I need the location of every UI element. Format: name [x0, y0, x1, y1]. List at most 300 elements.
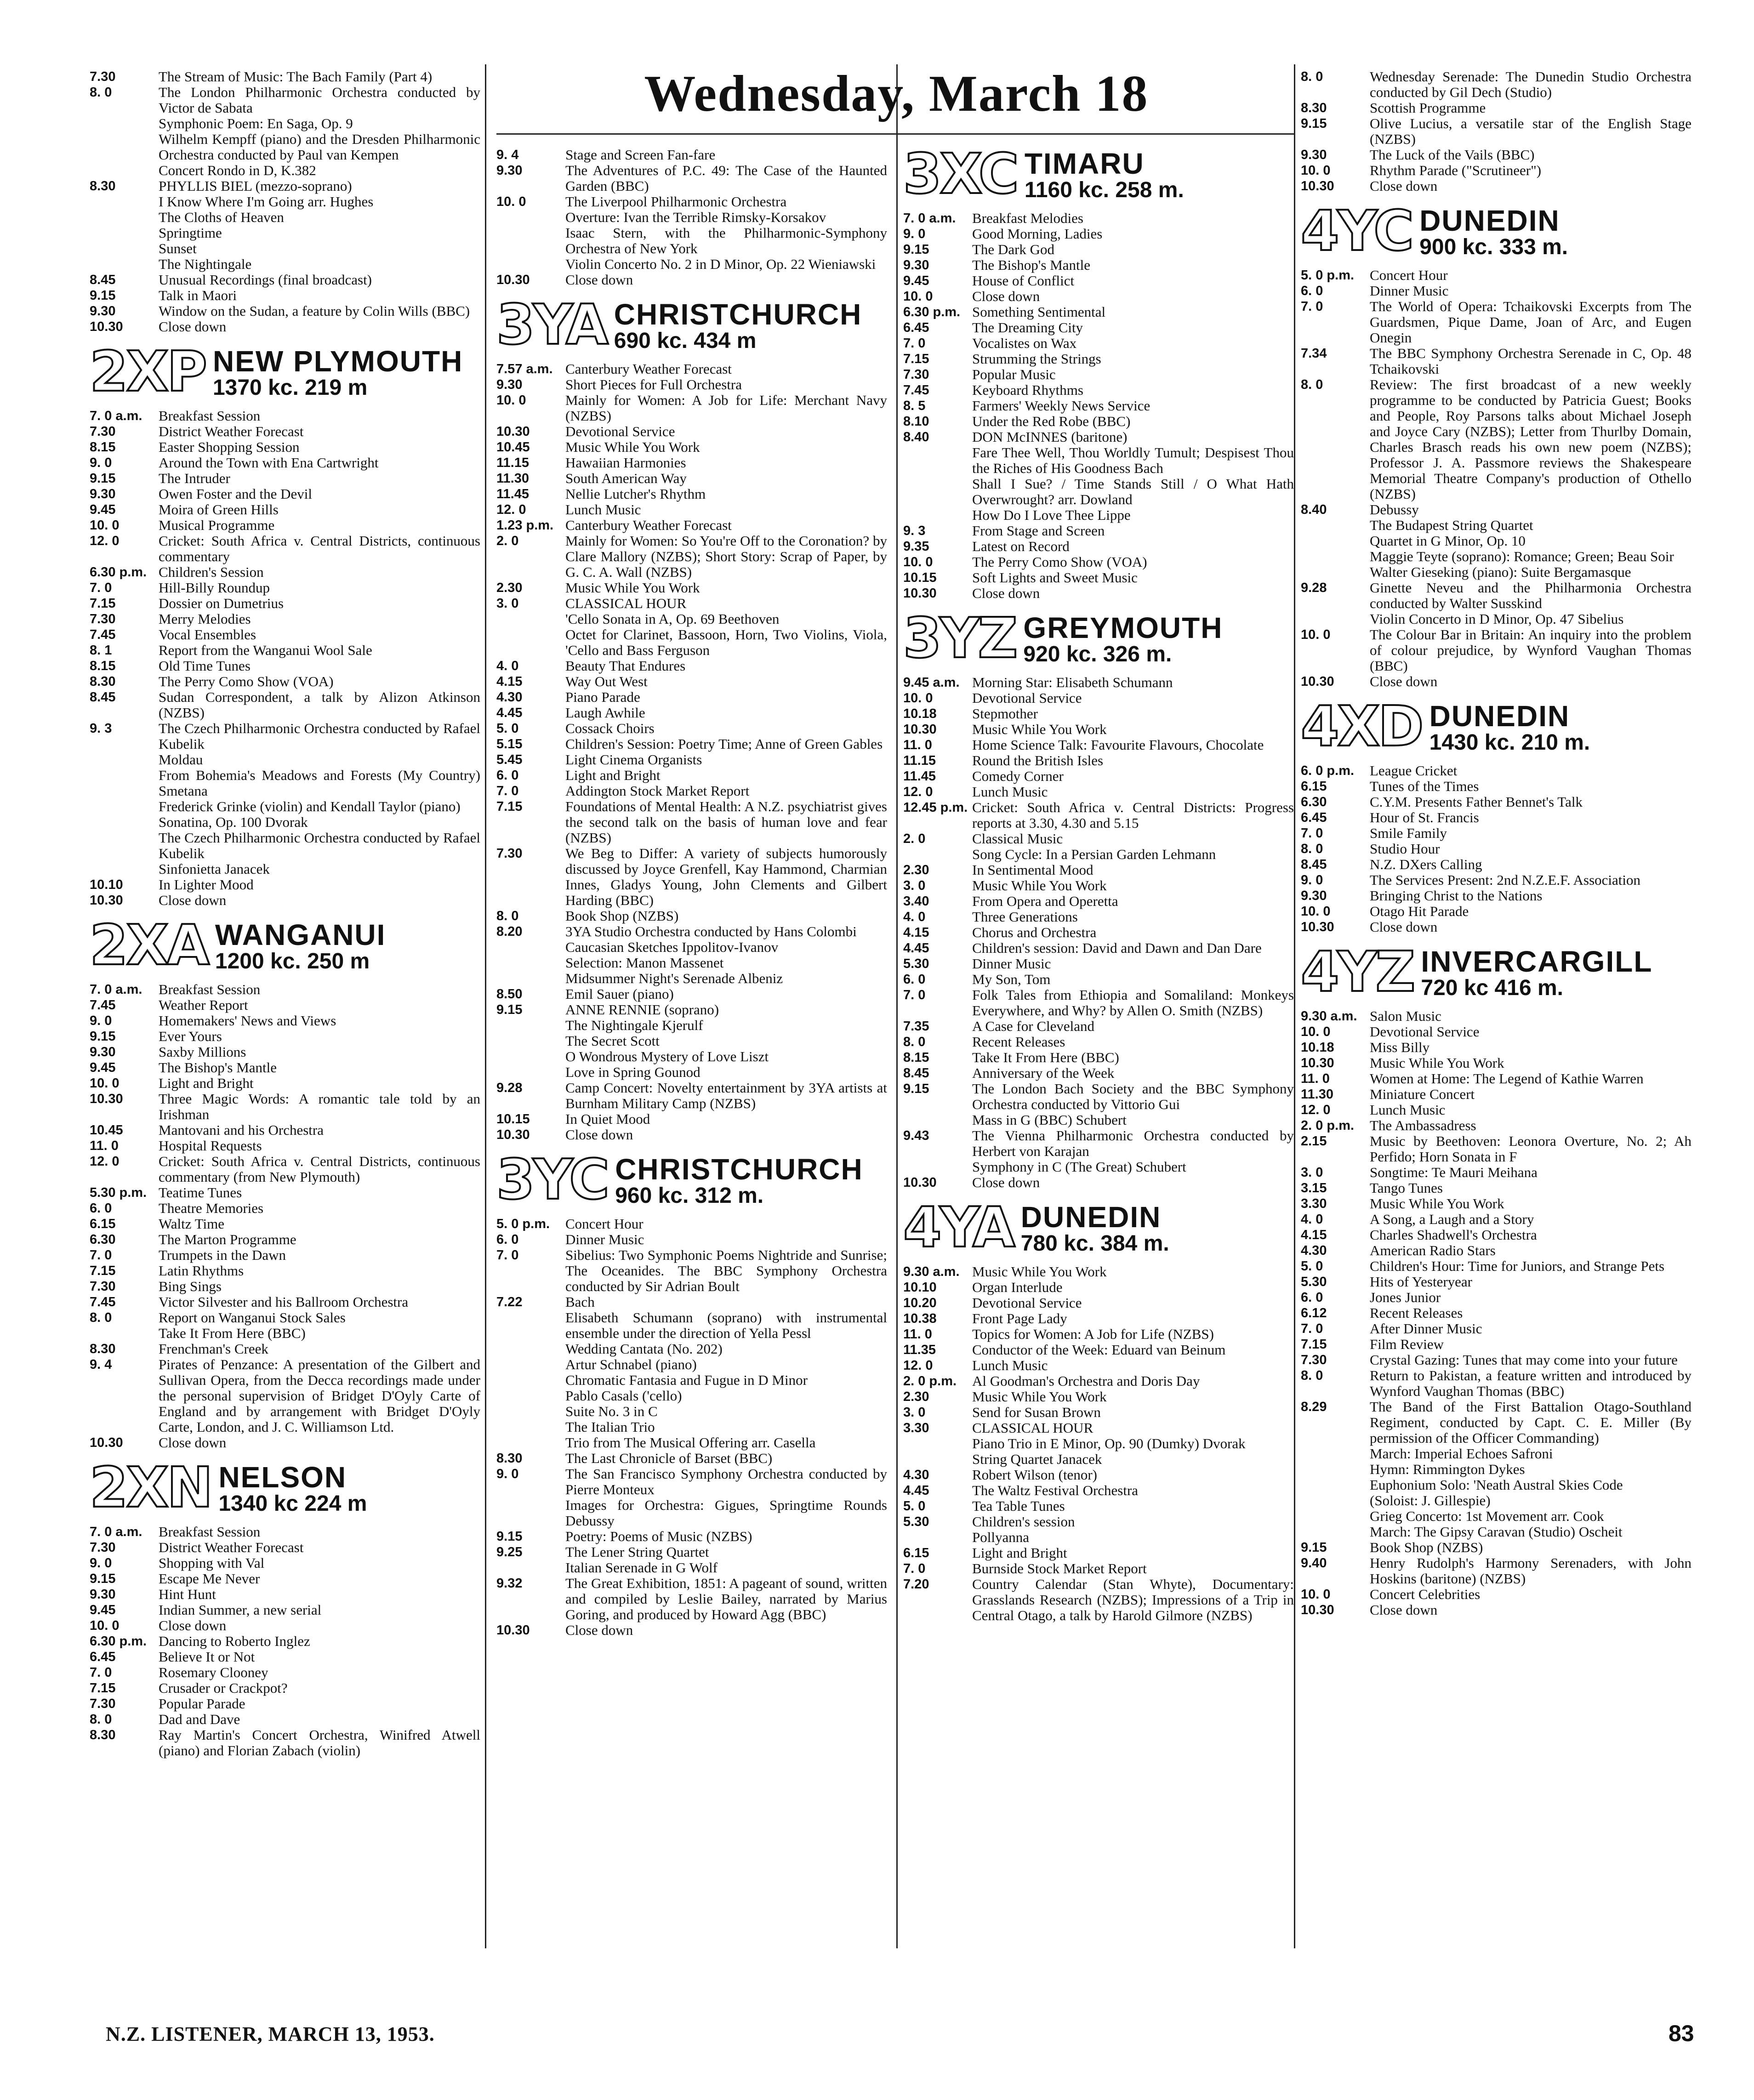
time-label: 7.45 [90, 998, 116, 1013]
program-text: The Vienna Philharmonic Orchestra conducted by Herbert von Karajan [972, 1127, 1294, 1159]
time-label: 10.30 [1301, 674, 1334, 689]
time-label [496, 1404, 565, 1419]
program-text: Vocal Ensembles [159, 626, 256, 643]
schedule-entry [496, 518, 887, 533]
schedule-entry [496, 611, 887, 627]
schedule-entry [903, 1451, 1294, 1467]
schedule-entry [496, 736, 887, 752]
schedule-entry [496, 486, 887, 502]
program-text: The Bishop's Mantle [972, 257, 1091, 273]
schedule-entry [90, 752, 480, 768]
schedule-entry [90, 1091, 480, 1122]
time-label: 7.20 [903, 1577, 929, 1592]
time-label: 5. 0 p.m. [496, 1217, 550, 1231]
time-label [90, 210, 159, 225]
schedule-entry [903, 1561, 1294, 1576]
station-logo: 3YC [496, 1148, 608, 1212]
schedule-entry [903, 1576, 1294, 1623]
schedule-entry [1301, 1540, 1691, 1555]
time-label: 4.45 [903, 941, 929, 956]
station-city: DUNEDIN [1429, 700, 1570, 733]
program-text: Dinner Music [565, 1231, 644, 1247]
schedule-entry [496, 424, 887, 439]
program-text: 'Cello Sonata in A, Op. 69 Beethoven [565, 611, 780, 627]
schedule-entry [90, 1076, 480, 1091]
time-label: 10.30 [1301, 920, 1334, 934]
schedule-entry [90, 1571, 480, 1587]
program-text: How Do I Love Thee Lippe [972, 507, 1131, 523]
time-label: 9. 3 [90, 721, 112, 736]
time-label: 7.45 [90, 627, 116, 642]
program-text: Organ Interlude [972, 1279, 1063, 1295]
time-label: 9. 0 [90, 1013, 112, 1028]
program-text: Dancing to Roberto Inglez [159, 1633, 310, 1649]
time-label: 8.40 [1301, 502, 1327, 517]
time-label: 5.30 [903, 956, 929, 971]
schedule-entry [496, 721, 887, 736]
time-label: 9.15 [1301, 1540, 1327, 1555]
program-text: PHYLLIS BIEL (mezzo-soprano) [159, 178, 352, 194]
program-text: Violin Concerto in D Minor, Op. 47 Sibelius [1370, 611, 1624, 627]
schedule-entry [903, 507, 1294, 523]
schedule-entry [903, 586, 1294, 601]
time-label [496, 210, 565, 225]
schedule-entry [496, 674, 887, 689]
time-label: 8. 1 [90, 643, 112, 658]
program-text: The Ambassadress [1370, 1117, 1476, 1133]
program-text: Send for Susan Brown [972, 1404, 1101, 1420]
program-text: The Intruder [159, 470, 230, 486]
schedule-list [903, 211, 1294, 601]
program-text: Debussy [1370, 501, 1419, 518]
time-label: 10.15 [903, 570, 937, 585]
time-label: 6.30 [1301, 795, 1327, 809]
program-text: C.Y.M. Presents Father Bennet's Talk [1370, 794, 1583, 810]
time-label [1301, 564, 1370, 580]
time-label: 8.45 [90, 690, 116, 705]
schedule-entry [90, 116, 480, 131]
time-label: 8.15 [90, 659, 116, 673]
time-label: 7.15 [1301, 1337, 1327, 1352]
time-label: 10.20 [903, 1296, 937, 1310]
time-label [496, 955, 565, 971]
schedule-entry [903, 1498, 1294, 1514]
program-text: Burnside Stock Market Report [972, 1560, 1147, 1576]
schedule-entry [903, 1065, 1294, 1081]
column-1 [90, 69, 480, 1759]
schedule-entry [903, 367, 1294, 382]
schedule-entry [1301, 1196, 1691, 1212]
program-text: The Nightingale [159, 256, 252, 272]
schedule-entry [90, 1602, 480, 1618]
program-text: The Nightingale Kjerulf [565, 1017, 703, 1033]
schedule-entry [903, 1358, 1294, 1373]
schedule-entry [1301, 1524, 1691, 1540]
station-frequency: 690 kc. 434 m [614, 329, 757, 353]
program-text: Close down [972, 1174, 1040, 1190]
schedule-entry [903, 1342, 1294, 1358]
schedule-entry [496, 502, 887, 518]
schedule-entry [496, 1064, 887, 1080]
schedule-entry [1301, 611, 1691, 627]
program-text: Sibelius: Two Symphonic Poems Nightride and Sunrise; The Oceanides. The BBC Symphony Orchestra conducted by Sir Adrian Boult [565, 1247, 887, 1294]
time-label: 7. 0 [1301, 1321, 1323, 1336]
schedule-entry [90, 241, 480, 256]
program-text: Children's session [972, 1514, 1075, 1530]
program-text: Victor Silvester and his Ballroom Orchestra [159, 1294, 409, 1310]
program-text: Report from the Wanganui Wool Sale [159, 642, 372, 658]
program-text: Latest on Record [972, 538, 1070, 554]
title-divider [496, 133, 1294, 135]
time-label [903, 507, 972, 523]
schedule-entry [496, 1294, 887, 1310]
schedule-entry [496, 752, 887, 768]
program-text: Three Generations [972, 909, 1078, 925]
program-text: Hospital Requests [159, 1138, 262, 1154]
time-label [1301, 1493, 1370, 1508]
time-label: 10. 0 [90, 518, 120, 533]
program-text: Morning Star: Elisabeth Schumann [972, 674, 1173, 690]
schedule-entry [1301, 810, 1691, 825]
schedule-list [90, 408, 480, 908]
program-text: Salon Music [1370, 1008, 1441, 1024]
program-text: Concert Hour [1370, 267, 1448, 283]
schedule-entry [903, 737, 1294, 753]
program-text: Cricket: South Africa v. Central Districts, continuous commentary (from New Plymouth) [159, 1153, 480, 1185]
schedule-entry [90, 1013, 480, 1029]
program-text: Tango Tunes [1370, 1180, 1443, 1196]
time-label: 5. 0 [496, 721, 519, 736]
time-label: 9.28 [496, 1081, 523, 1095]
time-label: 4.15 [1301, 1228, 1327, 1242]
schedule-entry [90, 658, 480, 674]
time-label: 6.12 [1301, 1306, 1327, 1320]
program-text: Song Cycle: In a Persian Garden Lehmann [972, 846, 1216, 862]
schedule-entry [903, 414, 1294, 429]
program-text: Close down [159, 1617, 227, 1633]
program-text: Crystal Gazing: Tunes that may come into your future [1370, 1352, 1678, 1368]
program-text: Musical Programme [159, 517, 275, 533]
schedule-entry [90, 288, 480, 303]
program-text: Love in Spring Gounod [565, 1064, 700, 1080]
program-text: Breakfast Session [159, 1524, 261, 1540]
time-label: 11.15 [903, 753, 936, 768]
program-text: Piano Trio in E Minor, Op. 90 (Dumky) Dvorak [972, 1435, 1246, 1451]
schedule-list [903, 1264, 1294, 1623]
schedule-entry [90, 674, 480, 689]
time-label: 7. 0 [903, 336, 926, 351]
schedule-entry [496, 1232, 887, 1247]
schedule-entry [90, 1263, 480, 1279]
time-label: 8. 0 [90, 1712, 112, 1727]
schedule-entry [1301, 1165, 1691, 1180]
time-label: 8. 0 [1301, 69, 1323, 84]
schedule-entry [1301, 1227, 1691, 1243]
time-label: 5. 0 [1301, 1259, 1323, 1274]
schedule-entry [903, 570, 1294, 586]
program-text: Crusader or Crackpot? [159, 1680, 288, 1696]
schedule-entry [90, 689, 480, 721]
program-text: Sinfonietta Janacek [159, 861, 270, 877]
program-text: Cricket: South Africa v. Central Districts: Progress reports at 3.30, 4.30 and 5.15 [972, 799, 1294, 831]
program-text: Al Goodman's Orchestra and Doris Day [972, 1373, 1200, 1389]
station-logo: 2XN [90, 1456, 211, 1520]
program-text: Cossack Choirs [565, 720, 655, 736]
schedule-entry [1301, 1337, 1691, 1352]
station-frequency: 720 kc 416 m. [1421, 976, 1563, 1000]
schedule-entry [1301, 1008, 1691, 1024]
schedule-entry [903, 753, 1294, 768]
time-label: 10. 0 [1301, 1024, 1331, 1039]
time-label: 7.30 [90, 612, 116, 626]
schedule-entry [903, 1175, 1294, 1190]
schedule-entry [496, 596, 887, 611]
schedule-entry [1301, 299, 1691, 346]
program-text: Midsummer Night's Serenade Albeniz [565, 970, 783, 986]
schedule-entry [90, 225, 480, 241]
program-text: Emil Sauer (piano) [565, 986, 674, 1002]
schedule-entry [1301, 1321, 1691, 1337]
time-label: 11. 0 [903, 738, 932, 752]
schedule-entry [496, 768, 887, 783]
program-text: Return to Pakistan, a feature written and introduced by Wynford Vaughan Thomas (BBC) [1370, 1367, 1691, 1399]
time-label [1301, 1524, 1370, 1540]
program-text: Devotional Service [565, 423, 675, 439]
program-text: CLASSICAL HOUR [972, 1420, 1093, 1436]
schedule-entry [1301, 533, 1691, 549]
program-text: Poetry: Poems of Music (NZBS) [565, 1528, 752, 1544]
schedule-entry [90, 1122, 480, 1138]
schedule-entry [903, 351, 1294, 367]
time-label: 9.32 [496, 1576, 523, 1591]
schedule-entry [90, 1279, 480, 1294]
time-label: 9. 0 [1301, 873, 1323, 888]
program-text: DON McINNES (baritone) [972, 429, 1128, 445]
time-label: 9.45 a.m. [903, 675, 960, 690]
schedule-entry [496, 1576, 887, 1622]
schedule-entry [496, 225, 887, 256]
schedule-entry [90, 1247, 480, 1263]
program-text: Music While You Work [972, 877, 1107, 893]
program-text: The Cloths of Heaven [159, 209, 284, 225]
schedule-entry [903, 211, 1294, 226]
program-text: Latin Rhythms [159, 1263, 244, 1279]
program-text: In Lighter Mood [159, 876, 254, 893]
time-label: 9.15 [90, 1029, 116, 1044]
schedule-entry [1301, 872, 1691, 888]
program-text: Walter Gieseking (piano): Suite Bergamasque [1370, 564, 1631, 580]
time-label: 5. 0 p.m. [1301, 268, 1355, 283]
program-text: Recent Releases [1370, 1305, 1463, 1321]
program-text: CLASSICAL HOUR [565, 595, 687, 611]
program-text: Wednesday Serenade: The Dunedin Studio Orchestra conducted by Gil Dech (Studio) [1370, 68, 1691, 100]
schedule-list [1301, 1008, 1691, 1618]
time-label: 10. 0 [903, 289, 933, 304]
schedule-entry [1301, 283, 1691, 299]
time-label: 9.30 [496, 377, 523, 392]
time-label: 2. 0 p.m. [903, 1374, 957, 1389]
time-label: 7. 0 [903, 1561, 926, 1576]
schedule-entry [496, 908, 887, 924]
time-label: 10.30 [1301, 1603, 1334, 1617]
schedule-entry [903, 1019, 1294, 1034]
schedule-entry [496, 1080, 887, 1111]
time-label: 5.15 [496, 737, 523, 751]
program-text: O Wondrous Mystery of Love Liszt [565, 1048, 769, 1064]
program-text: Hymn: Rimmington Dykes [1370, 1461, 1525, 1477]
program-text: The Marton Programme [159, 1231, 296, 1247]
program-text: Children's session: David and Dawn and Dan Dare [972, 940, 1262, 956]
station-city: INVERCARGILL [1421, 945, 1653, 978]
time-label: 8.30 [90, 179, 116, 193]
time-label: 10.18 [1301, 1040, 1334, 1055]
time-label: 8. 0 [903, 1035, 926, 1049]
program-text: Hint Hunt [159, 1586, 216, 1602]
schedule-entry [496, 1404, 887, 1419]
time-label: 9. 0 [90, 1556, 112, 1571]
time-label: 9.45 [90, 1603, 116, 1617]
time-label: 7. 0 [496, 784, 519, 798]
program-text: Book Shop (NZBS) [1370, 1539, 1483, 1555]
program-text: The San Francisco Symphony Orchestra conducted by Pierre Monteux [565, 1466, 887, 1497]
schedule-entry [496, 439, 887, 455]
time-label: 9. 4 [90, 1357, 112, 1372]
time-label [496, 1341, 565, 1357]
program-text: Moira of Green Hills [159, 501, 279, 518]
time-label: 9.30 [903, 258, 929, 273]
schedule-entry [903, 987, 1294, 1019]
time-label: 12. 0 [90, 1154, 120, 1169]
schedule-entry [1301, 1040, 1691, 1055]
schedule-entry [1301, 163, 1691, 178]
schedule-entry [1301, 841, 1691, 857]
schedule-entry [496, 1622, 887, 1638]
program-text: Caucasian Sketches Ippolitov-Ivanov [565, 939, 779, 955]
time-label: 2.30 [496, 580, 523, 595]
schedule-entry [903, 690, 1294, 706]
program-text: Waltz Time [159, 1216, 225, 1232]
schedule-entry [90, 69, 480, 85]
station-header-2xa [90, 914, 480, 978]
schedule-entry [903, 1264, 1294, 1280]
schedule-entry [496, 924, 887, 939]
schedule-entry [496, 1002, 887, 1018]
program-text: Mainly for Women: So You're Off to the Coronation? by Clare Mallory (NZBS); Short Story: Scrap of Paper, by G. C. A. Wall (NZBS) [565, 533, 887, 580]
program-text: The Czech Philharmonic Orchestra conducted by Rafael Kubelik [159, 720, 480, 752]
schedule-entry [496, 163, 887, 194]
time-label: 12. 0 [903, 785, 933, 799]
time-label: 7.35 [903, 1019, 929, 1034]
time-label: 6.15 [903, 1546, 929, 1560]
time-label [903, 1436, 972, 1451]
program-text: Concert Celebrities [1370, 1586, 1481, 1602]
time-label: 10.30 [903, 722, 937, 737]
program-text: Miss Billy [1370, 1039, 1430, 1055]
time-label: 8. 0 [90, 85, 112, 100]
schedule-entry [90, 627, 480, 643]
program-text: Bringing Christ to the Nations [1370, 888, 1543, 904]
schedule-entry [496, 1033, 887, 1049]
schedule-entry [903, 831, 1294, 847]
program-text: Teatime Tunes [159, 1184, 242, 1201]
schedule-entry [1301, 888, 1691, 904]
program-text: Nellie Lutcher's Rhythm [565, 486, 706, 502]
schedule-entry [1301, 1258, 1691, 1274]
schedule-entry [903, 226, 1294, 242]
program-text: Piano Parade [565, 689, 640, 705]
schedule-entry [1301, 100, 1691, 116]
schedule-entry [90, 877, 480, 893]
schedule-entry [496, 533, 887, 580]
program-text: Ray Martin's Concert Orchestra, Winifred Atwell (piano) and Florian Zabach (violin) [159, 1727, 480, 1759]
program-text: Hill-Billy Roundup [159, 580, 270, 596]
program-text: Rhythm Parade ("Scrutineer") [1370, 162, 1542, 178]
schedule-entry [90, 1310, 480, 1326]
schedule-entry [496, 1357, 887, 1372]
time-label: 7.22 [496, 1295, 523, 1309]
program-text: From Bohemia's Meadows and Forests (My Country) Smetana [159, 767, 480, 799]
program-text: Suite No. 3 in C [565, 1403, 658, 1419]
program-text: Good Morning, Ladies [972, 226, 1103, 242]
program-text: ANNE RENNIE (soprano) [565, 1002, 719, 1018]
schedule-entry [1301, 1352, 1691, 1368]
time-label: 7.30 [90, 1279, 116, 1294]
schedule-entry [90, 1587, 480, 1602]
schedule-entry [903, 1405, 1294, 1420]
program-text: Ever Yours [159, 1028, 222, 1044]
program-text: Close down [972, 288, 1040, 304]
program-text: Review: The first broadcast of a new weekly programme to be conducted by Patricia Guest; Books and People, Roy Parsons talks about Michael Joseph and Joyce Cary (NZBS); Letter from Thurlby Domain, Charles Brasch reads his own new poem (NZBS); Professor J. A. Passmore reviews the Shakespeare Memorial Theatre Company's production of Othello (NZBS) [1370, 376, 1691, 502]
schedule-entry [1301, 1055, 1691, 1071]
schedule-entry [1301, 674, 1691, 689]
time-label: 8.50 [496, 987, 523, 1002]
time-label: 9.45 [90, 502, 116, 517]
schedule-entry [90, 1029, 480, 1044]
program-text: Frederick Grinke (violin) and Kendall Taylor (piano) [159, 798, 461, 814]
schedule-entry [90, 408, 480, 424]
program-text: Front Page Lady [972, 1310, 1067, 1326]
schedule-entry [903, 1050, 1294, 1065]
program-text: Close down [159, 1434, 227, 1451]
program-text: Classical Music [972, 831, 1063, 847]
schedule-entry [1301, 1602, 1691, 1618]
time-label: 10.30 [496, 1127, 530, 1142]
footer-publication: N.Z. LISTENER, MARCH 13, 1953. [106, 2023, 435, 2045]
schedule-entry [496, 1018, 887, 1033]
station-logo: 3XC [903, 142, 1017, 206]
time-label: 2.30 [903, 1389, 929, 1404]
schedule-entry [496, 377, 887, 393]
program-text: Music While You Work [972, 1263, 1107, 1280]
time-label: 7. 0 [90, 1248, 112, 1263]
schedule-entry [1301, 825, 1691, 841]
station-header-2xn [90, 1456, 480, 1520]
time-label: 10. 0 [496, 194, 526, 209]
schedule-entry [1301, 1368, 1691, 1399]
time-label [496, 1357, 565, 1372]
time-label: 8.30 [90, 1342, 116, 1356]
time-label: 4.30 [903, 1468, 929, 1482]
time-label [903, 1530, 972, 1545]
program-text: Old Time Tunes [159, 658, 251, 674]
time-label: 9.15 [903, 1081, 929, 1096]
time-label: 4. 0 [903, 910, 926, 924]
schedule-entry [90, 1524, 480, 1540]
time-label: 7.30 [903, 367, 929, 382]
program-text: Cricket: South Africa v. Central Districts, continuous commentary [159, 533, 480, 564]
time-label [1301, 611, 1370, 627]
program-text: Stage and Screen Fan-fare [565, 147, 716, 163]
